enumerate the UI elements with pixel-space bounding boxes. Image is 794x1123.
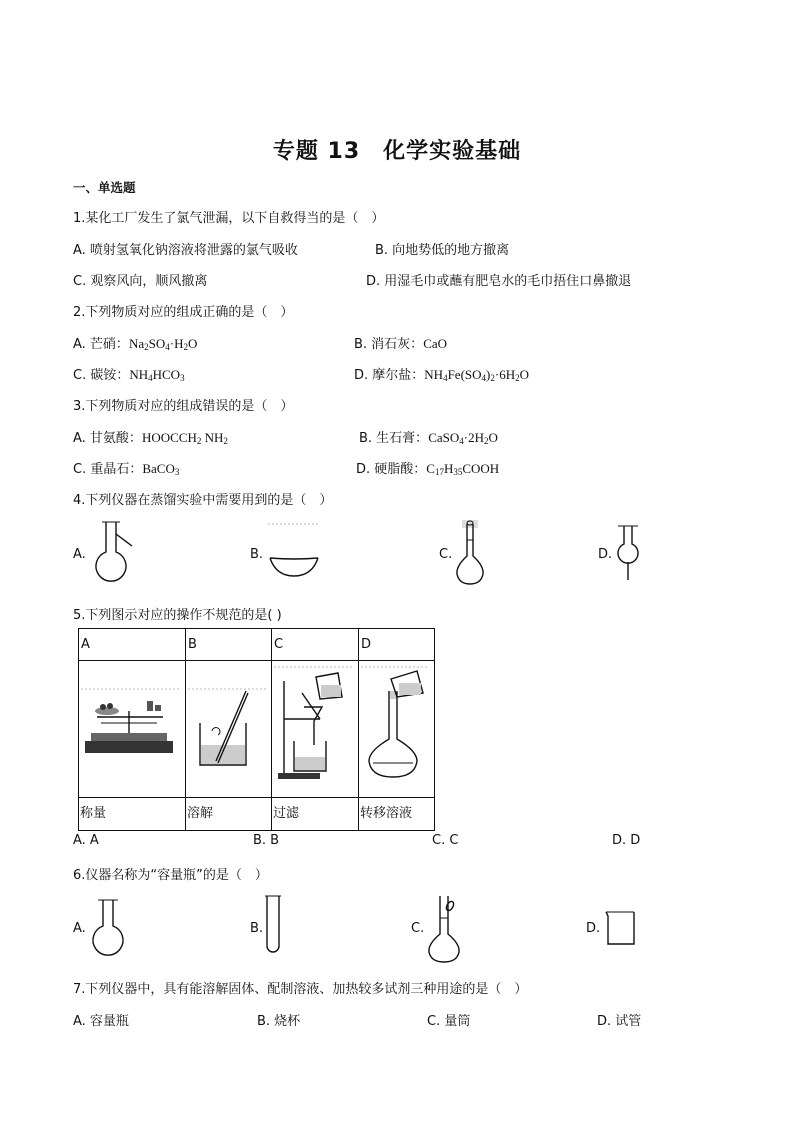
question-3-option-c[interactable]	[73, 458, 179, 477]
question-2-option-a-label: A. 芒硝：	[73, 337, 129, 352]
operations-image-d	[359, 661, 435, 798]
question-6-stem: 6.仪器名称为“容量瓶”的是（ ）	[73, 868, 268, 883]
question-5-stem: 5.下列图示对应的操作不规范的是( )	[73, 608, 282, 623]
formula-stearic-acid: $C_{17}H_{35}COOH$	[426, 461, 500, 477]
question-6-option-a[interactable]: A.	[73, 921, 86, 936]
question-3-stem: 3.下列物质对应的组成错误的是（ ）	[73, 399, 294, 414]
question-2-option-b[interactable]	[354, 333, 447, 352]
question-4-option-a[interactable]: A.	[73, 547, 86, 562]
question-6-option-d[interactable]: D.	[586, 921, 601, 936]
operations-header-b: B	[186, 629, 272, 661]
test-tube-icon	[263, 894, 283, 956]
question-1-stem: 1.某化工厂发生了氯气泄漏，以下自救得当的是（ ）	[73, 211, 385, 226]
question-1-option-d[interactable]: D. 用湿毛巾或蘸有肥皂水的毛巾捂住口鼻撤退	[366, 274, 632, 289]
operations-header-a: A	[79, 629, 186, 661]
question-7-option-d[interactable]: D. 试管	[597, 1014, 642, 1029]
filtration-icon	[272, 661, 356, 793]
question-3-option-d-label: D. 硬脂酸：	[356, 462, 427, 477]
question-3-option-a-label: A. 甘氨酸：	[73, 431, 142, 446]
question-1-option-a[interactable]: A. 喷射氢氧化钠溶液将泄露的氯气吸收	[73, 243, 298, 258]
question-4-option-c[interactable]: C.	[439, 547, 453, 562]
evaporating-dish-icon	[266, 520, 324, 580]
separatory-funnel-icon	[612, 524, 642, 584]
operations-table	[78, 628, 435, 831]
question-7-stem: 7.下列仪器中，具有能溶解固体、配制溶液、加热较多试剂三种用途的是（ ）	[73, 982, 528, 997]
question-3-option-c-label: C. 重晶石：	[73, 462, 143, 477]
question-2-option-b-label: B. 消石灰：	[354, 337, 424, 352]
operations-caption-b: 溶解	[186, 798, 272, 831]
question-4-stem: 4.下列仪器在蒸馏实验中需要用到的是（ ）	[73, 493, 333, 508]
operations-caption-a: 称量	[79, 798, 186, 831]
question-2-stem: 2.下列物质对应的组成正确的是（ ）	[73, 305, 294, 320]
operations-image-c	[272, 661, 359, 798]
question-1-option-c[interactable]: C. 观察风向，顺风撤离	[73, 274, 208, 289]
beaker-icon	[602, 908, 638, 948]
operations-header-d: D	[359, 629, 435, 661]
operations-image-a	[79, 661, 186, 798]
question-2-option-d-label: D. 摩尔盐：	[354, 368, 425, 383]
question-5-option-a[interactable]: A. A	[73, 833, 99, 848]
formula-gypsum: $CaSO_4\cdot 2H_2O$	[428, 430, 498, 446]
question-4-option-d[interactable]: D.	[598, 547, 613, 562]
question-2-option-a[interactable]	[73, 333, 197, 352]
question-4-option-b[interactable]: B.	[250, 547, 264, 562]
question-3-option-b[interactable]	[359, 427, 498, 446]
formula-nh4hco3: $NH_4HCO_3$	[129, 367, 185, 383]
operations-caption-c: 过滤	[272, 798, 359, 831]
question-7-option-b[interactable]: B. 烧杯	[257, 1014, 301, 1029]
balance-scale-icon	[79, 661, 183, 793]
round-bottom-flask-icon	[86, 898, 130, 960]
dissolving-icon	[186, 661, 269, 793]
operations-image-b	[186, 661, 272, 798]
question-6-option-b[interactable]: B.	[250, 921, 264, 936]
question-5-option-c[interactable]: C. C	[432, 833, 459, 848]
question-3-option-b-label: B. 生石膏：	[359, 431, 429, 446]
operations-caption-d: 转移溶液	[359, 798, 435, 831]
question-2-option-c[interactable]	[73, 364, 185, 383]
question-2-option-d[interactable]	[354, 364, 529, 383]
solution-transfer-icon	[359, 661, 432, 793]
formula-baco3: BaCO$_3$	[142, 461, 180, 477]
formula-glycine: $HOOCCH_2$ $NH_2$	[141, 430, 228, 446]
volumetric-flask-icon-2	[424, 892, 468, 964]
question-7-option-c[interactable]: C. 量筒	[427, 1014, 471, 1029]
operations-header-c: C	[272, 629, 359, 661]
question-5-option-d[interactable]: D. D	[612, 833, 641, 848]
question-1-option-b[interactable]: B. 向地势低的地方撤离	[375, 243, 510, 258]
question-2-option-c-label: C. 碳铵：	[73, 368, 130, 383]
question-6-option-c[interactable]: C.	[411, 921, 425, 936]
question-3-option-d[interactable]	[356, 458, 499, 477]
formula-mohr-salt: $NH_4Fe(SO_4)_2\cdot 6H_2O$	[424, 367, 529, 383]
section-heading: 一、单选题	[73, 180, 136, 195]
question-3-option-a[interactable]	[73, 427, 228, 446]
volumetric-flask-icon	[452, 518, 492, 586]
question-7-option-a[interactable]: A. 容量瓶	[73, 1014, 129, 1029]
question-5-option-b[interactable]: B. B	[253, 833, 280, 848]
distillation-flask-icon	[88, 520, 140, 584]
page-title: 专题 13 化学实验基础	[272, 139, 522, 164]
formula-cao: CaO	[423, 336, 448, 351]
formula-na2so4: $Na_2SO_4\cdot H_2O$	[128, 336, 198, 352]
